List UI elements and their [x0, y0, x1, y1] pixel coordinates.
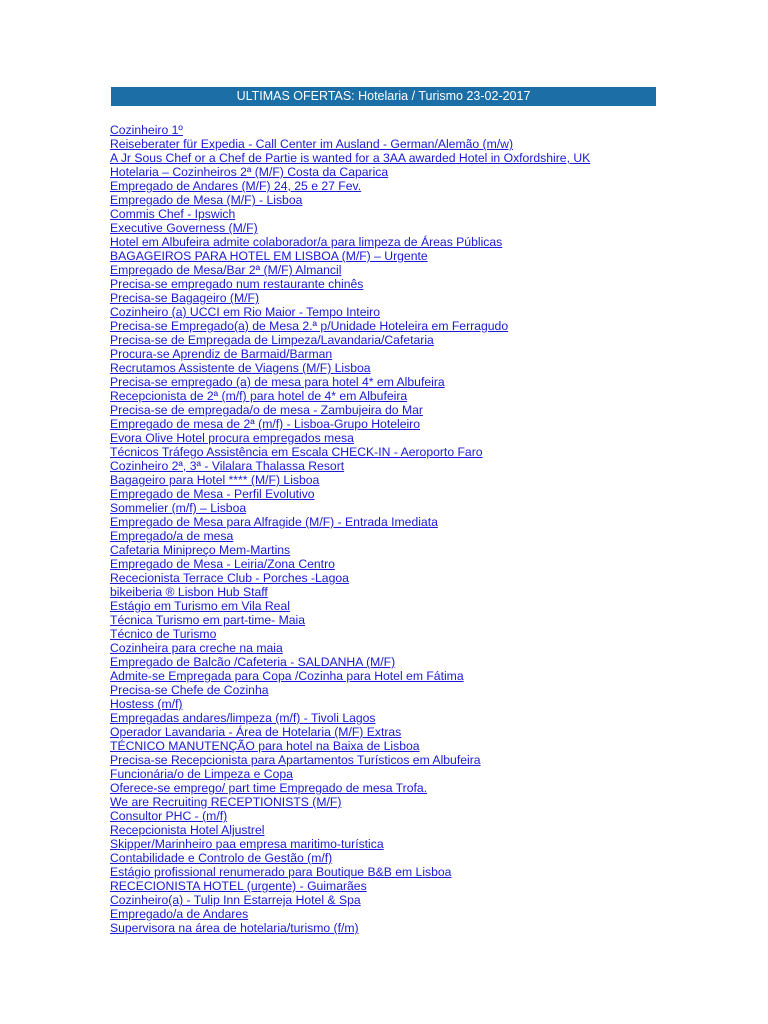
job-offer-link[interactable]: RECECIONISTA HOTEL (urgente) - Guimarães — [110, 879, 367, 893]
job-offer-link[interactable]: Consultor PHC - (m/f) — [110, 809, 228, 823]
list-item — [110, 767, 590, 781]
job-offer-link[interactable]: Contabilidade e Controlo de Gestão (m/f) — [110, 851, 333, 865]
list-item — [110, 865, 590, 879]
list-item — [110, 333, 590, 347]
list-item — [110, 137, 590, 151]
job-offer-link[interactable]: Procura-se Aprendiz de Barmaid/Barman — [110, 347, 333, 361]
job-offer-link[interactable]: Precisa-se Chefe de Cozinha — [110, 683, 269, 697]
list-item — [110, 305, 590, 319]
list-item — [110, 277, 590, 291]
list-item — [110, 207, 590, 221]
list-item — [110, 473, 590, 487]
job-offer-link[interactable]: Skipper/Marinheiro paa empresa maritimo-turística — [110, 837, 384, 851]
job-offer-link[interactable]: Empregado de Balcão /Cafeteria - SALDANHA (M/F) — [110, 655, 396, 669]
job-offer-link[interactable]: TÉCNICO MANUTENÇÃO para hotel na Baixa de Lisboa — [110, 739, 420, 753]
list-item — [110, 781, 590, 795]
list-item — [110, 711, 590, 725]
job-offer-link[interactable]: Empregado de mesa de 2ª (m/f) - Lisboa-Grupo Hoteleiro — [110, 417, 421, 431]
job-offer-link[interactable]: Supervisora na área de hotelaria/turismo (f/m) — [110, 921, 359, 935]
job-offer-link[interactable]: Precisa-se de Empregada de Limpeza/Lavandaria/Cafetaria — [110, 333, 434, 347]
list-item — [110, 599, 590, 613]
list-item — [110, 123, 590, 137]
list-item — [110, 403, 590, 417]
job-offer-link[interactable]: Precisa-se empregado num restaurante chinês — [110, 277, 364, 291]
list-item — [110, 235, 590, 249]
page-title: ULTIMAS OFERTAS: Hotelaria / Turismo 23-02-2017 — [236, 89, 531, 103]
job-offer-link[interactable]: Funcionária/o de Limpeza e Copa — [110, 767, 293, 781]
job-offer-link[interactable]: Precisa-se Bagageiro (M/F) — [110, 291, 260, 305]
list-item — [110, 921, 590, 935]
list-item — [110, 809, 590, 823]
job-offer-link[interactable]: Cozinheiro(a) - Tulip Inn Estarreja Hotel & Spa — [110, 893, 361, 907]
list-item — [110, 543, 590, 557]
list-item — [110, 263, 590, 277]
list-item — [110, 445, 590, 459]
job-offer-link[interactable]: Empregado de Mesa para Alfragide (M/F) - Entrada Imediata — [110, 515, 438, 529]
page-title-bar — [111, 87, 656, 106]
list-item — [110, 739, 590, 753]
list-item — [110, 683, 590, 697]
job-offer-link[interactable]: Bagageiro para Hotel **** (M/F) Lisboa — [110, 473, 320, 487]
job-offer-link[interactable]: Empregado de Mesa - Leiria/Zona Centro — [110, 557, 335, 571]
job-offer-link[interactable]: Commis Chef - Ipswich — [110, 207, 236, 221]
list-item — [110, 375, 590, 389]
list-item — [110, 487, 590, 501]
job-offer-link[interactable]: Hotelaria – Cozinheiros 2ª (M/F) Costa da Caparica — [110, 165, 389, 179]
list-item — [110, 795, 590, 809]
job-offer-link[interactable]: Recepcionista de 2ª (m/f) para hotel de 4* em Albufeira — [110, 389, 408, 403]
list-item — [110, 417, 590, 431]
list-item — [110, 431, 590, 445]
job-offer-link[interactable]: Cozinheiro (a) UCCI em Rio Maior - Tempo Inteiro — [110, 305, 381, 319]
job-offer-link[interactable]: Hostess (m/f) — [110, 697, 183, 711]
list-item — [110, 585, 590, 599]
job-offer-link[interactable]: Empregado/a de Andares — [110, 907, 249, 921]
list-item — [110, 291, 590, 305]
list-item — [110, 361, 590, 375]
job-offer-link[interactable]: Empregadas andares/limpeza (m/f) - Tivoli Lagos — [110, 711, 376, 725]
job-offer-link[interactable]: Empregado de Mesa (M/F) - Lisboa — [110, 193, 303, 207]
job-offer-link[interactable]: Cafetaria Minipreço Mem-Martins — [110, 543, 291, 557]
job-offer-link[interactable]: Rececionista Terrace Club - Porches -Lagoa — [110, 571, 349, 585]
list-item — [110, 571, 590, 585]
job-offer-link[interactable]: Sommelier (m/f) – Lisboa — [110, 501, 247, 515]
job-offer-link[interactable]: Precisa-se de empregada/o de mesa - Zambujeira do Mar — [110, 403, 423, 417]
job-offer-link[interactable]: bikeiberia ® Lisbon Hub Staff — [110, 585, 268, 599]
list-item — [110, 725, 590, 739]
job-offer-link[interactable]: BAGAGEIROS PARA HOTEL EM LISBOA (M/F) – Urgente — [110, 249, 428, 263]
job-offer-link[interactable]: Oferece-se emprego/ part time Empregado de mesa Trofa. — [110, 781, 428, 795]
list-item — [110, 459, 590, 473]
list-item — [110, 655, 590, 669]
list-item — [110, 501, 590, 515]
job-offer-link[interactable]: Empregado de Mesa - Perfil Evolutivo — [110, 487, 315, 501]
job-offer-link[interactable]: Empregado de Mesa/Bar 2ª (M/F) Almancil — [110, 263, 342, 277]
job-offer-link[interactable]: Hotel em Albufeira admite colaborador/a para limpeza de Áreas Públicas — [110, 235, 503, 249]
list-item — [110, 529, 590, 543]
job-offer-link[interactable]: Recepcionista Hotel Aljustrel — [110, 823, 265, 837]
job-offer-link[interactable]: Precisa-se Recepcionista para Apartamentos Turísticos em Albufeira — [110, 753, 481, 767]
job-offer-link[interactable]: Empregado de Andares (M/F) 24, 25 e 27 Fev. — [110, 179, 362, 193]
list-item — [110, 879, 590, 893]
list-item — [110, 893, 590, 907]
list-item — [110, 165, 590, 179]
list-item — [110, 837, 590, 851]
job-offer-link[interactable]: A Jr Sous Chef or a Chef de Partie is wanted for a 3AA awarded Hotel in Oxfordshire, UK — [110, 151, 591, 165]
list-item — [110, 823, 590, 837]
list-item — [110, 151, 590, 165]
list-item — [110, 753, 590, 767]
job-offer-link[interactable]: Operador Lavandaria - Área de Hotelaria (M/F) Extras — [110, 725, 402, 739]
job-offer-link[interactable]: Recrutamos Assistente de Viagens (M/F) Lisboa — [110, 361, 371, 375]
job-offer-link[interactable]: Técnico de Turismo — [110, 627, 217, 641]
list-item — [110, 613, 590, 627]
job-offer-link[interactable]: Admite-se Empregada para Copa /Cozinha para Hotel em Fátima — [110, 669, 464, 683]
list-item — [110, 851, 590, 865]
list-item — [110, 907, 590, 921]
list-item — [110, 221, 590, 235]
job-offer-link[interactable]: Executive Governess (M/F) — [110, 221, 258, 235]
job-offer-link[interactable]: Cozinheira para creche na maia — [110, 641, 283, 655]
job-offer-link[interactable]: Estágio em Turismo em Vila Real — [110, 599, 290, 613]
list-item — [110, 697, 590, 711]
job-offer-link[interactable]: Técnicos Tráfego Assistência em Escala CHECK-IN - Aeroporto Faro — [110, 445, 483, 459]
job-offer-link[interactable]: Precisa-se Empregado(a) de Mesa 2.ª p/Unidade Hoteleira em Ferragudo — [110, 319, 509, 333]
list-item — [110, 347, 590, 361]
job-offer-link[interactable]: Cozinheiro 1º — [110, 123, 183, 137]
job-offer-link[interactable]: We are Recruiting RECEPTIONISTS (M/F) — [110, 795, 342, 809]
job-offer-link[interactable]: Estágio profissional renumerado para Boutique B&B em Lisboa — [110, 865, 452, 879]
job-offers-list — [110, 123, 590, 935]
list-item — [110, 249, 590, 263]
job-offer-link[interactable]: Empregado/a de mesa — [110, 529, 234, 543]
list-item — [110, 193, 590, 207]
list-item — [110, 641, 590, 655]
list-item — [110, 179, 590, 193]
list-item — [110, 627, 590, 641]
job-offer-link[interactable]: Técnica Turismo em part-time- Maia — [110, 613, 306, 627]
job-offer-link[interactable]: Precisa-se empregado (a) de mesa para hotel 4* em Albufeira — [110, 375, 445, 389]
list-item — [110, 389, 590, 403]
list-item — [110, 319, 590, 333]
job-offer-link[interactable]: Reiseberater für Expedia - Call Center im Ausland - German/Alemão (m/w) — [110, 137, 514, 151]
list-item — [110, 515, 590, 529]
job-offer-link[interactable]: Cozinheiro 2ª, 3ª - Vilalara Thalassa Resort — [110, 459, 345, 473]
list-item — [110, 557, 590, 571]
list-item — [110, 669, 590, 683]
job-offer-link[interactable]: Evora Olive Hotel procura empregados mesa — [110, 431, 354, 445]
